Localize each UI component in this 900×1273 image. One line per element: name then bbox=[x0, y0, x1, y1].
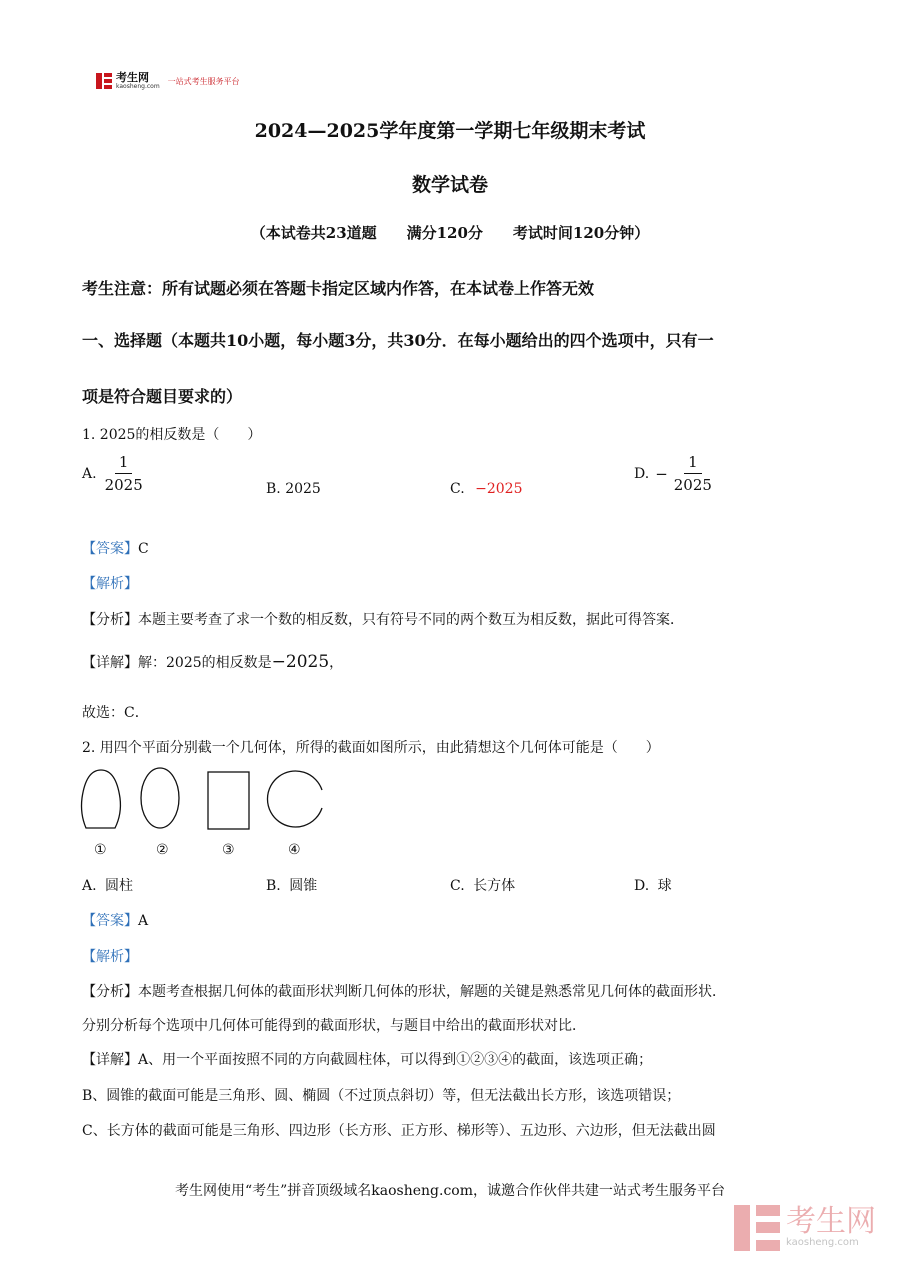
q2-answer bbox=[82, 910, 148, 930]
exam-title: 2024—2025学年度第一学期七年级期末考试 bbox=[254, 120, 646, 142]
site-logo bbox=[96, 72, 240, 90]
page-footer: 考生网使用“考生”拼音顶级域名kaosheng.com，诚邀合作伙伴共建一站式考生服务平台 bbox=[174, 1183, 726, 1199]
q1-option-d-numerator: 1 bbox=[684, 453, 702, 474]
q2-answer-value: A bbox=[138, 913, 149, 929]
q1-conclusion: 故选：C． bbox=[82, 705, 149, 721]
q2-fig-label-3: ③ bbox=[222, 842, 235, 858]
exam-subtitle: 数学试卷 bbox=[411, 174, 488, 196]
q2-fig-label-4: ④ bbox=[288, 842, 301, 858]
q2-shape-2 bbox=[141, 768, 179, 828]
q2-fig-label-2: ② bbox=[156, 842, 169, 858]
exam-notice: 考生注意：所有试题必须在答题卡指定区域内作答，在本试卷上作答无效 bbox=[82, 279, 595, 298]
q2-answer-tag: 【答案】 bbox=[82, 913, 138, 929]
q1-xiangjie-prefix: 【详解】解：2025的相反数是 bbox=[82, 655, 272, 671]
watermark-logo-icon bbox=[734, 1205, 780, 1251]
q1-option-b-label: B. bbox=[266, 481, 281, 497]
exam-info: （本试卷共23道题 满分120分 考试时间120分钟） bbox=[250, 224, 650, 242]
q1-option-b-text: 2025 bbox=[285, 481, 321, 497]
q1-xiangjie-suffix: ， bbox=[329, 655, 344, 671]
q1-option-d-fraction bbox=[674, 453, 712, 494]
q1-option-c-text: −2025 bbox=[475, 481, 523, 497]
q1-option-c bbox=[450, 481, 522, 497]
q1-xiangjie-value: −2025 bbox=[271, 652, 330, 672]
q2-option-c bbox=[450, 875, 515, 895]
q2-option-a-text: 圆柱 bbox=[105, 878, 134, 894]
section-heading-line1: 一、选择题（本题共10小题，每小题3分，共30分．在每小题给出的四个选项中，只有一 bbox=[82, 331, 714, 350]
q1-xiangjie bbox=[82, 652, 343, 672]
q1-option-d-sign: − bbox=[655, 464, 668, 483]
q2-option-a-label: A. bbox=[82, 878, 97, 894]
q2-fig-label-1: ① bbox=[94, 842, 107, 858]
q1-answer-value: C bbox=[138, 541, 149, 557]
watermark-text-block bbox=[786, 1204, 876, 1249]
q1-stem: 1. 2025的相反数是（ ） bbox=[82, 427, 262, 443]
q2-option-b bbox=[266, 875, 317, 895]
q2-shape-4 bbox=[267, 771, 322, 827]
q2-xiangjie-c: C、长方体的截面可能是三角形、四边形（长方形、正方形、梯形等）、五边形、六边形，但无法截出圆 bbox=[82, 1123, 716, 1139]
q2-option-c-text: 长方体 bbox=[473, 878, 516, 894]
q2-fenxi-line1: 【分析】本题考查根据几何体的截面形状判断几何体的形状，解题的关键是熟悉常见几何体的截面形状． bbox=[82, 984, 726, 1000]
q1-answer-tag: 【答案】 bbox=[82, 541, 138, 557]
q1-option-b bbox=[266, 481, 321, 497]
q2-option-a bbox=[82, 875, 133, 895]
q1-fenxi: 【分析】本题主要考查了求一个数的相反数，只有符号不同的两个数互为相反数，据此可得答案． bbox=[82, 612, 684, 628]
q1-option-a-label: A. bbox=[82, 465, 97, 482]
logo-text: 考生网 bbox=[116, 71, 149, 84]
q2-option-d-text: 球 bbox=[657, 878, 672, 894]
watermark bbox=[734, 1205, 876, 1251]
q1-option-a-denominator: 2025 bbox=[104, 476, 143, 494]
watermark-sub: kaosheng.com bbox=[786, 1237, 859, 1248]
q1-answer bbox=[82, 538, 149, 558]
q2-stem: 2. 用四个平面分别截一个几何体，所得的截面如图所示，由此猜想这个几何体可能是（ ） bbox=[82, 740, 660, 756]
q1-option-a-fraction bbox=[105, 453, 143, 494]
q1-option-a bbox=[82, 453, 143, 494]
q2-cross-section-figure bbox=[76, 762, 336, 862]
section-heading-line2: 项是符合题目要求的） bbox=[82, 387, 243, 406]
q2-xiangjie-a: 【详解】A、用一个平面按照不同的方向截圆柱体，可以得到①②③④的截面，该选项正确； bbox=[82, 1052, 653, 1068]
q1-analysis-tag: 【解析】 bbox=[82, 576, 138, 592]
q2-shape-1 bbox=[82, 770, 121, 828]
logo-brand bbox=[116, 72, 160, 90]
q1-option-d bbox=[634, 453, 712, 494]
q2-option-c-label: C. bbox=[450, 878, 465, 894]
logo-sub: kaosheng.com bbox=[116, 83, 160, 90]
kaosheng-logo-icon bbox=[96, 73, 112, 89]
q2-analysis-tag: 【解析】 bbox=[82, 949, 138, 965]
q1-option-d-denominator: 2025 bbox=[673, 476, 712, 494]
q2-fenxi-line2: 分别分析每个选项中几何体可能得到的截面形状，与题目中给出的截面形状对比． bbox=[82, 1018, 586, 1034]
watermark-text: 考生网 bbox=[786, 1204, 876, 1239]
q1-option-d-label: D. bbox=[634, 465, 650, 482]
q2-shape-3 bbox=[208, 772, 249, 829]
q2-xiangjie-b: B、圆锥的截面可能是三角形、圆、椭圆（不过顶点斜切）等，但无法截出长方形，该选项错误； bbox=[82, 1088, 681, 1104]
q1-option-a-numerator: 1 bbox=[115, 453, 133, 474]
q2-option-d-label: D. bbox=[634, 878, 650, 894]
q1-option-c-label: C. bbox=[450, 481, 465, 497]
header-slogan: 一站式考生服务平台 bbox=[167, 76, 240, 86]
q2-option-d bbox=[634, 875, 672, 895]
q2-option-b-label: B. bbox=[266, 878, 281, 894]
q2-option-b-text: 圆锥 bbox=[289, 878, 318, 894]
